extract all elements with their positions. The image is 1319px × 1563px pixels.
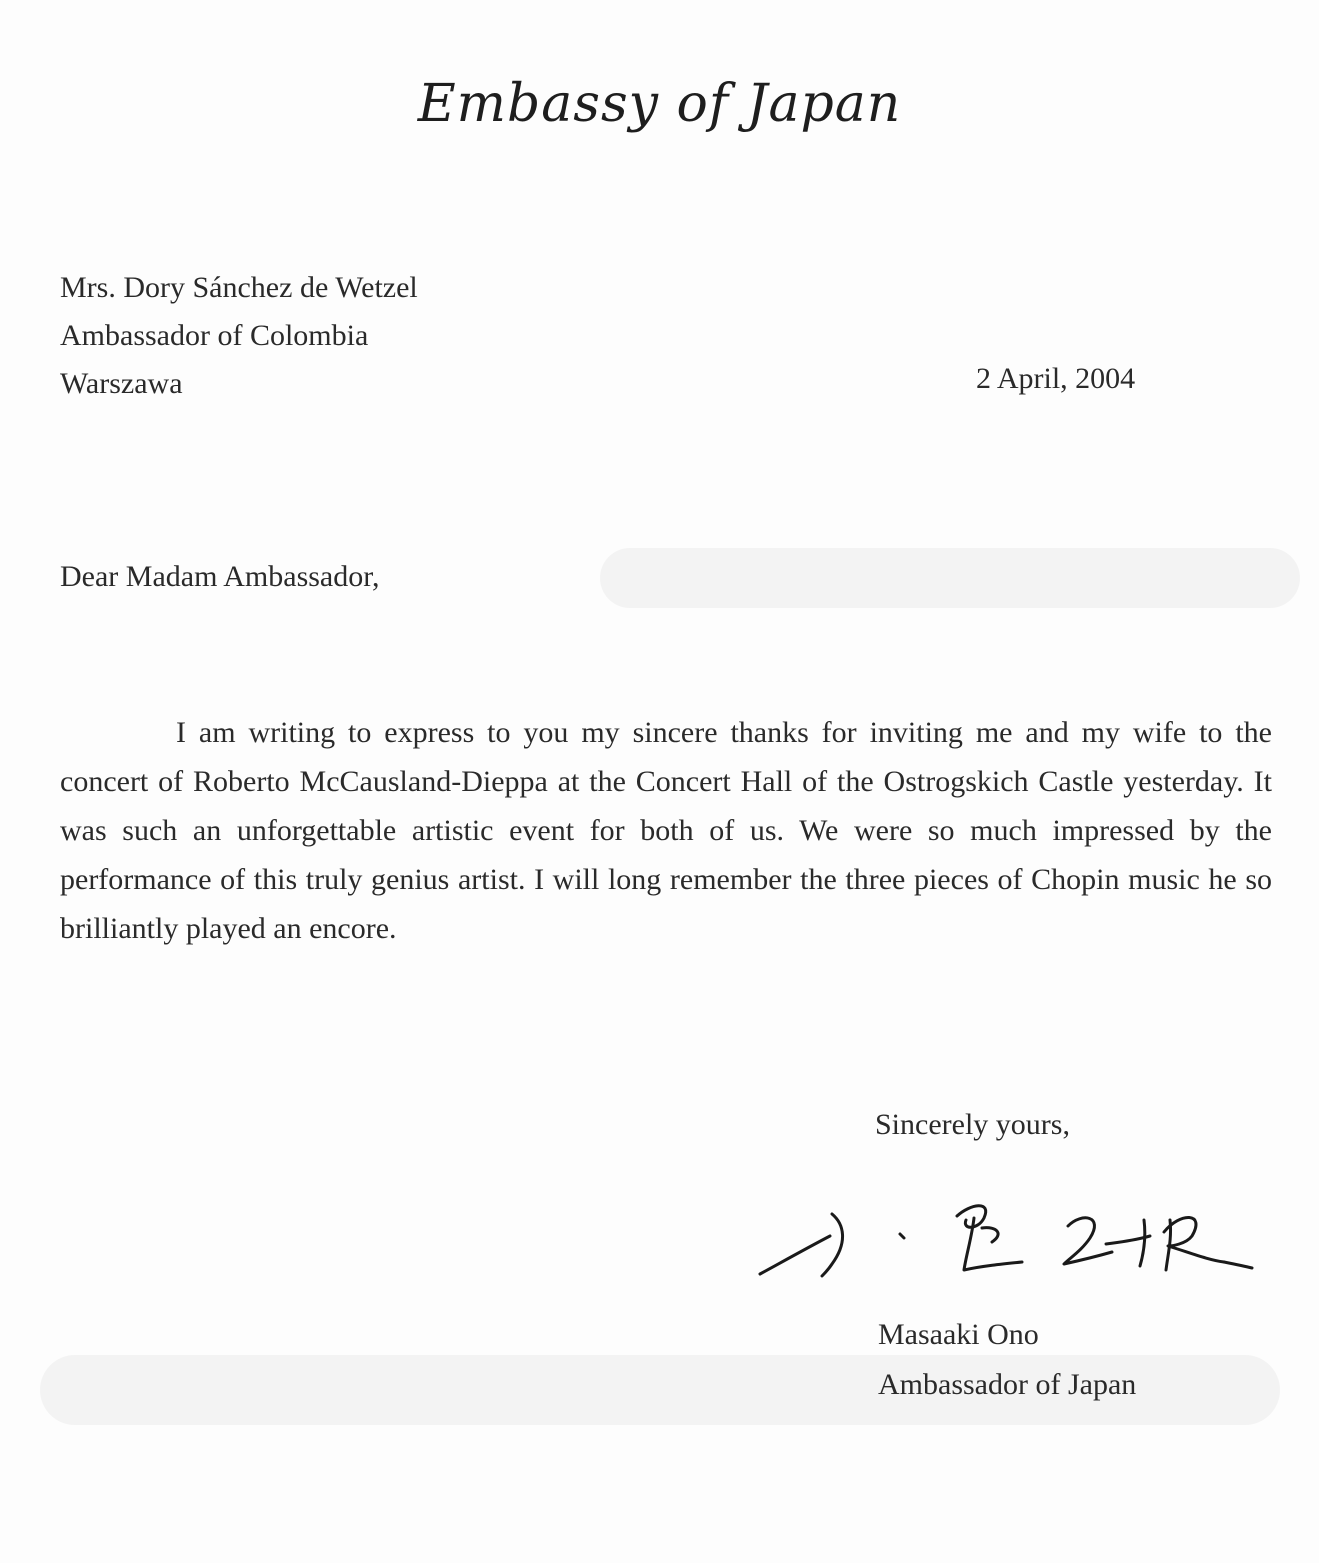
signer-block (878, 1310, 1136, 1410)
recipient-block (60, 264, 418, 408)
signer-name: Masaaki Ono (878, 1318, 1039, 1351)
letter-body: I am writing to express to you my sincere thanks for inviting me and my wife to the concert of Roberto McCausland-Dieppa at the Concert Hall of the Ostrogskich Castle yesterday. It was such an unforgettable artistic event for both of us. We were so much impressed by the performance of this truly genius artist. I will long remember the three pieces of Chopin music he so brilliantly played an encore. (60, 716, 1272, 945)
recipient-title: Ambassador of Colombia (60, 319, 369, 352)
signer-title: Ambassador of Japan (878, 1368, 1137, 1401)
salutation: Dear Madam Ambassador, (60, 560, 380, 593)
letterhead-title: Embassy of Japan (417, 74, 902, 134)
handwritten-signature (752, 1186, 1282, 1286)
recipient-name: Mrs. Dory Sánchez de Wetzel (60, 271, 418, 304)
recipient-city: Warszawa (60, 367, 183, 400)
scan-smudge (600, 548, 1300, 608)
letter-date: 2 April, 2004 (976, 362, 1136, 395)
closing: Sincerely yours, (875, 1108, 1070, 1141)
